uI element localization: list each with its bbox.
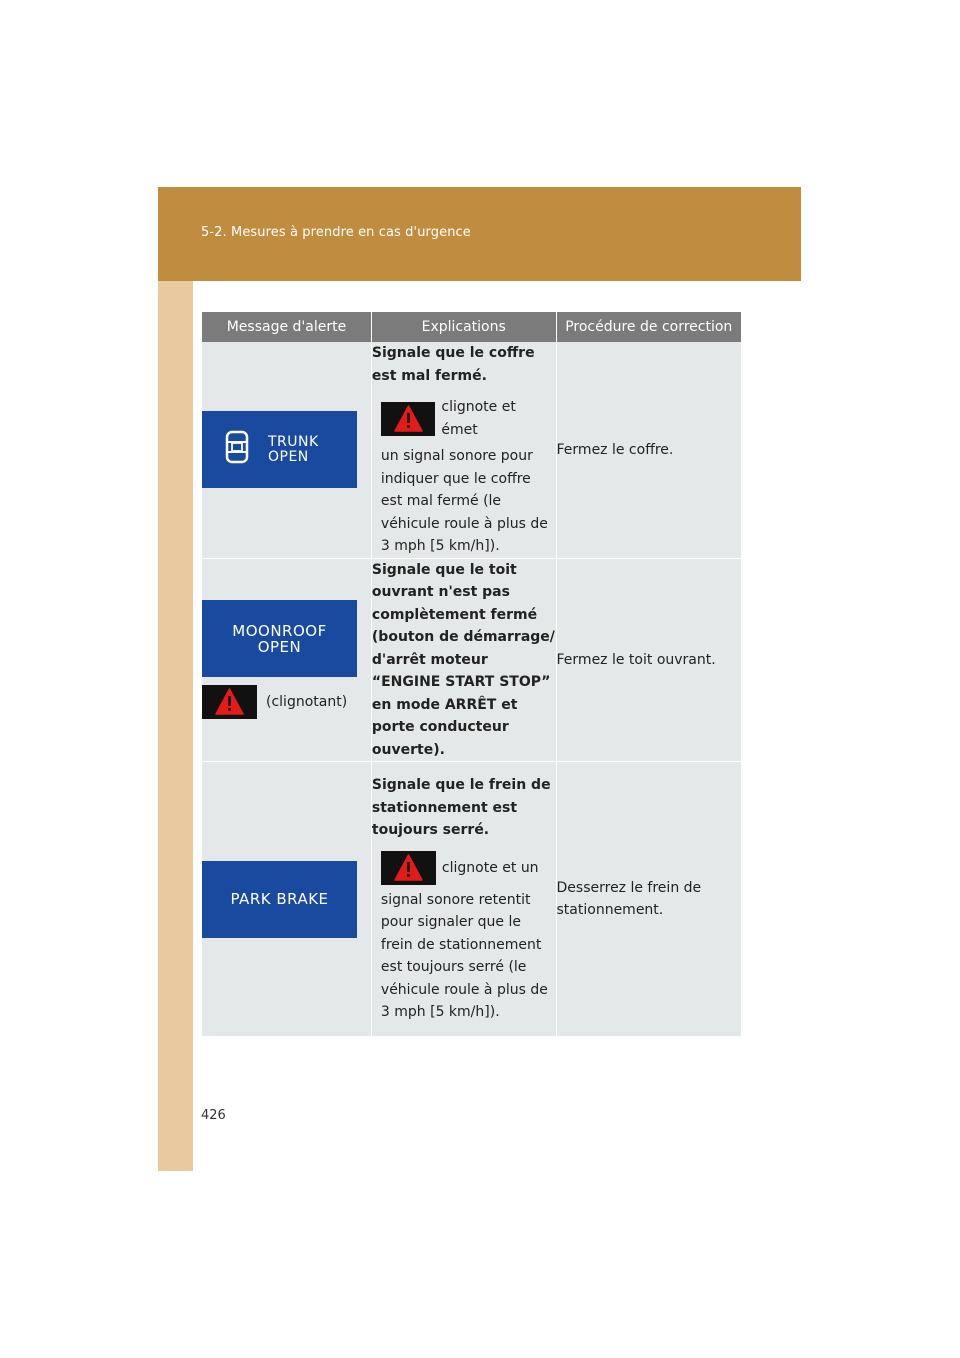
warning-triangle-icon	[381, 402, 435, 436]
explanation-title: Signale que le coffre est mal fermé.	[371, 345, 535, 384]
message-cell	[202, 342, 372, 559]
page-side-tab	[158, 187, 193, 1171]
explanation-title: Signale que le toit ouvrant n'est pas complètement fermé (bouton de démarrage/ d'arrêt moteur “ENGINE START STOP” en mode ARRÊT et porte conducteur ouverte).	[371, 561, 555, 758]
explanation-lead: clignote et émet	[441, 399, 516, 438]
warning-triangle-icon	[202, 685, 257, 719]
correction-cell: Desserrez le frein de stationnement.	[557, 762, 741, 1037]
display-line-2: OPEN	[268, 448, 309, 465]
column-header-message: Message d'alerte	[202, 312, 372, 342]
explanation-cell	[372, 559, 557, 763]
section-header-bar	[158, 187, 801, 281]
table-row	[202, 342, 741, 559]
section-title: 5-2. Mesures à prendre en cas d'urgence	[201, 225, 471, 240]
display-line-1: TRUNK	[268, 433, 319, 450]
page-number: 426	[201, 1108, 226, 1123]
table-header-row	[202, 312, 741, 342]
trunk-icon	[224, 430, 250, 471]
explanation-lead: clignote et un	[441, 859, 539, 876]
message-cell	[202, 559, 372, 763]
display-line-2: OPEN	[257, 637, 302, 656]
explanation-body: signal sonore retentit pour signaler que le frein de stationnement est toujours serré (le véhicule roule à plus de 3 mph [5 km/h]).	[380, 891, 548, 1021]
explanation-cell	[372, 762, 557, 1037]
table-row	[202, 559, 741, 763]
explanation-cell	[372, 342, 557, 559]
park-brake-display	[202, 861, 357, 938]
warning-triangle-icon	[381, 851, 436, 885]
trunk-open-display	[202, 411, 357, 488]
column-header-explanations: Explications	[372, 312, 557, 342]
column-header-correction: Procédure de correction	[557, 312, 741, 342]
display-line-1: PARK BRAKE	[230, 889, 329, 908]
moonroof-open-display	[202, 600, 357, 677]
explanation-body: un signal sonore pour indiquer que le coffre est mal fermé (le véhicule roule à plus de 3 mph [5 km/h]).	[380, 448, 548, 554]
table-row	[202, 762, 741, 1037]
warning-messages-table	[202, 312, 741, 1037]
display-line-1: MOONROOF	[232, 621, 327, 640]
explanation-title: Signale que le frein de stationnement est toujours serré.	[371, 777, 551, 839]
correction-cell: Fermez le toit ouvrant.	[557, 559, 741, 763]
flash-label: (clignotant)	[266, 694, 348, 710]
message-cell	[202, 762, 372, 1037]
correction-cell: Fermez le coffre.	[557, 342, 741, 559]
